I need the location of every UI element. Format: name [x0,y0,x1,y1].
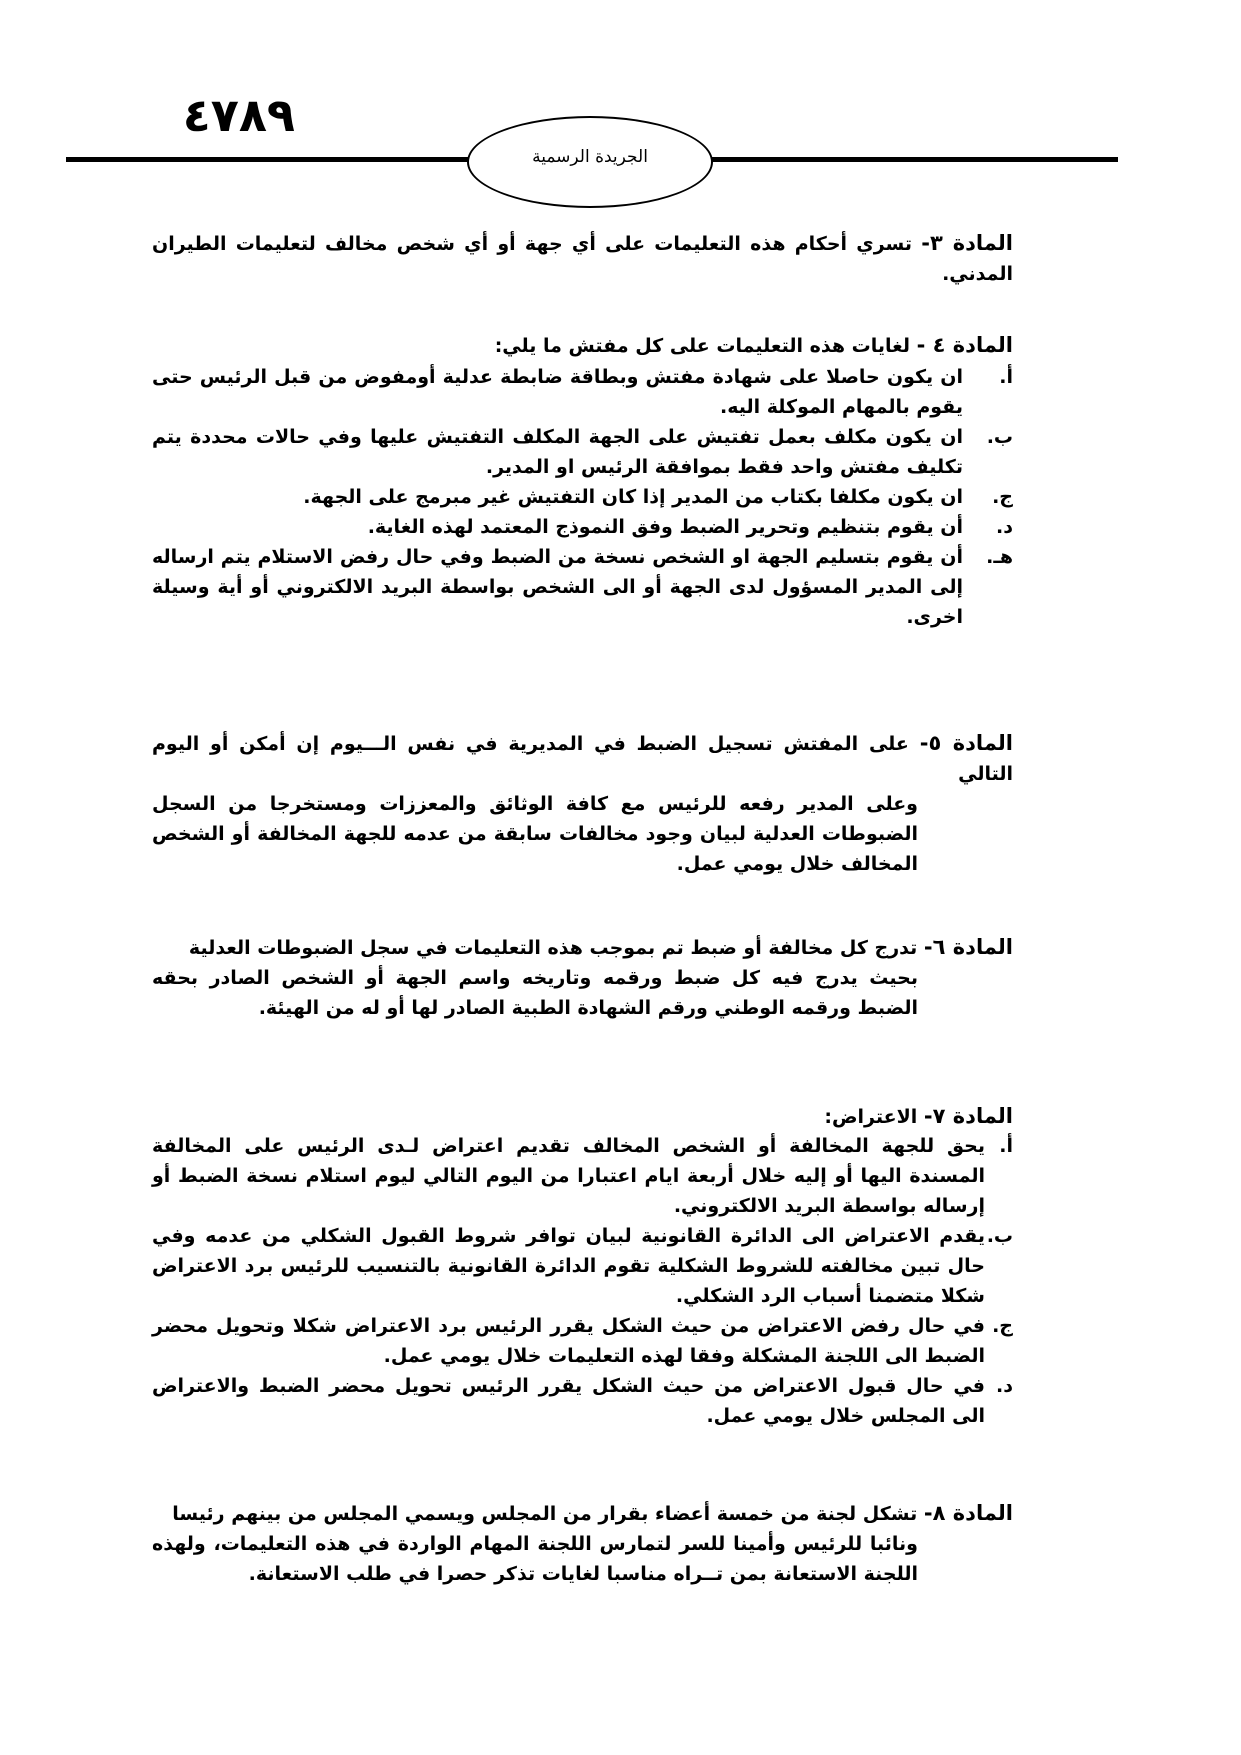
article-7-title: الاعتراض: [824,1106,918,1128]
list-item [152,1311,1013,1371]
list-item-text: في حال قبول الاعتراض من حيث الشكل يقرر الرئيس تحويل محضر الضبط والاعتراض الى المجلس خلال يومي عمل. [152,1375,985,1427]
article-8-text: ونائبا للرئيس وأمينا للسر لتمارس اللجنة المهام الواردة في هذه التعليمات، ولهذه اللجنة الاستعانة بمن تــراه مناسبا لغايات تذكر حصرا في طلب الاستعانة. [152,1533,918,1585]
list-item-marker: أ. [999,1135,1013,1157]
list-item-marker: أ. [999,366,1013,388]
list-item-marker: ج. [992,486,1013,508]
article-4-intro: لغايات هذه التعليمات على كل مفتش ما يلي: [494,335,910,357]
article-4-label: المادة ٤ - [916,333,1013,357]
article-8-first-line [152,1498,1013,1529]
list-item-text: يقدم الاعتراض الى الدائرة القانونية لبيان توافر شروط القبول الشكلي من عدمه وفي حال تبين مخالفته للشروط الشكلية تقوم الدائرة القانونية بالتنسيب للرئيس برد الاعتراض شكلا متضمنا أسباب الرد الشكلي. [152,1225,985,1307]
publication-oval [467,116,713,208]
article-8 [152,1498,1013,1589]
article-6-first-line [152,932,1013,963]
publication-title: الجريدة الرسمية [532,147,648,167]
article-6 [152,932,1013,1023]
list-item-text: في حال رفض الاعتراض من حيث الشكل يقرر الرئيس برد الاعتراض شكلا وتحويل محضر الضبط الى اللجنة المشكلة وفقا لهذه التعليمات خلال يومي عمل. [152,1315,985,1367]
article-3-label: المادة ٣- [921,231,1013,255]
list-item-text: ان يكون حاصلا على شهادة مفتش وبطاقة ضابطة عدلية أومفوض من قبل الرئيس حتى يقوم بالمهام الموكلة اليه. [152,366,963,418]
article-6-first-text: تدرج كل مخالفة أو ضبط تم بموجب هذه التعليمات في سجل الضبوطات العدلية [188,937,918,959]
list-item [152,362,1013,422]
article-6-text: بحيث يدرج فيه كل ضبط ورقمه وتاريخه واسم الجهة أو الشخص الصادر بحقه الضبط ورقمه الوطني ورقم الشهادة الطبية الصادر لها أو له من الهيئة. [152,967,918,1019]
list-item [152,512,1013,542]
list-item-marker: د. [996,516,1013,538]
article-8-first-text: تشكل لجنة من خمسة أعضاء بقرار من المجلس ويسمي المجلس من بينهم رئيسا [172,1503,918,1525]
list-item [152,422,1013,482]
article-3 [152,228,1013,289]
list-item-marker: هـ. [986,546,1013,568]
list-item-marker: د. [996,1375,1013,1397]
list-item [152,482,1013,512]
article-5 [152,728,1013,879]
list-item [152,1371,1013,1431]
list-item-marker: ب. [986,426,1013,448]
article-7-heading [824,1101,1013,1132]
article-5-label: المادة ٥- [919,731,1013,755]
article-8-label: المادة ٨- [923,1501,1013,1525]
list-item-text: أن يقوم بتسليم الجهة او الشخص نسخة من الضبط وفي حال رفض الاستلام يتم ارساله إلى المدير المسؤول لدى الجهة أو الى الشخص بواسطة البريد الالكتروني أو أية وسيلة اخرى. [152,546,963,628]
page-number: ٤٧٨٩ [182,88,295,142]
list-item [152,542,1013,632]
article-5-text: وعلى المدير رفعه للرئيس مع كافة الوثائق والمعززات ومستخرجا من السجل الضبوطات العدلية لبيان وجود مخالفات سابقة من عدمه للجهة المخالفة أو الشخص المخالف خلال يومي عمل. [152,793,918,875]
list-item-marker: ج. [992,1315,1013,1337]
article-4-heading [495,330,1013,361]
article-6-label: المادة ٦- [923,935,1013,959]
list-item-text: يحق للجهة المخالفة أو الشخص المخالف تقديم اعتراض لـدى الرئيس على المخالفة المسندة اليها أو إليه خلال أربعة ايام اعتبارا من اليوم التالي ليوم استلام نسخة الضبط أو إرساله بواسطة البريد الالكتروني. [152,1135,985,1217]
list-item [152,1221,1013,1311]
article-3-text: تسري أحكام هذه التعليمات على أي جهة أو أي شخص مخالف لتعليمات الطيران المدني. [152,233,1013,285]
article-7-list [152,1131,1013,1431]
list-item [152,1131,1013,1221]
list-item-text: ان يكون مكلف بعمل تفتيش على الجهة المكلف التفتيش عليها وفي حالات محددة يتم تكليف مفتش واحد فقط بموافقة الرئيس او المدير. [152,426,963,478]
article-5-first-text: على المفتش تسجيل الضبط في المديرية في نفس الـــيوم إن أمكن أو اليوم التالي [152,733,1013,785]
article-5-first-line [152,728,1013,789]
list-item-text: أن يقوم بتنظيم وتحرير الضبط وفق النموذج المعتمد لهذه الغاية. [367,516,963,538]
list-item-marker: ب. [986,1225,1013,1247]
list-item-text: ان يكون مكلفا بكتاب من المدير إذا كان التفتيش غير مبرمج على الجهة. [303,486,963,508]
article-4-list [152,362,1013,632]
article-7-label: المادة ٧- [923,1104,1013,1128]
